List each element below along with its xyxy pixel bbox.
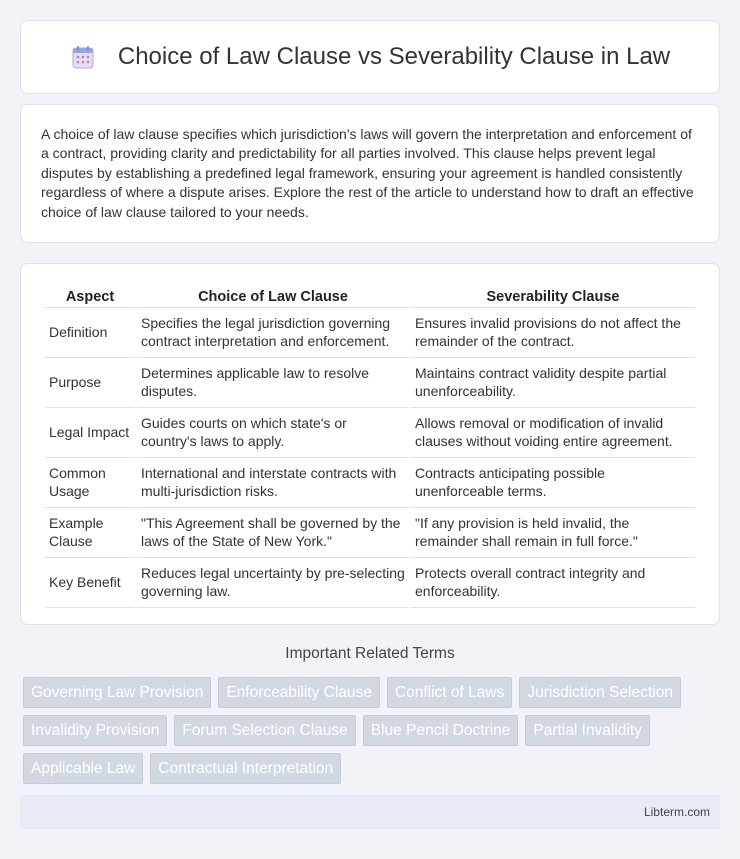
related-terms-list [23, 677, 713, 784]
related-term-tag[interactable]: Blue Pencil Doctrine [363, 715, 519, 746]
calendar-document-icon [70, 44, 96, 70]
row-aspect: Common Usage [45, 458, 135, 508]
row-choice-of-law: Reduces legal uncertainty by pre-selecting governing law. [137, 558, 409, 608]
footer [20, 795, 720, 829]
related-term-tag[interactable]: Enforceability Clause [218, 677, 380, 708]
related-term-tag[interactable]: Partial Invalidity [525, 715, 650, 746]
related-term-tag[interactable]: Jurisdiction Selection [519, 677, 681, 708]
row-aspect: Purpose [45, 358, 135, 408]
intro-paragraph: A choice of law clause specifies which jurisdiction's laws will govern the interpretation and enforcement of a contract, providing clarity and predictability for all parties involved. This clause helps prevent legal disputes by establishing a predefined legal framework, ensuring your agreement is handled consistently regardless of where a dispute arises. Explore the rest of the article to understand how to draft an effective choice of law clause tailored to your needs. [41, 126, 694, 220]
table-row [45, 308, 695, 358]
row-severability: Contracts anticipating possible unenforceable terms. [411, 458, 695, 508]
row-aspect: Definition [45, 308, 135, 358]
related-term-tag[interactable]: Invalidity Provision [23, 715, 167, 746]
row-choice-of-law: Guides courts on which state's or country's laws to apply. [137, 408, 409, 458]
table-row [45, 558, 695, 608]
row-choice-of-law: Specifies the legal jurisdiction governing contract interpretation and enforcement. [137, 308, 409, 358]
row-severability: Ensures invalid provisions do not affect the remainder of the contract. [411, 308, 695, 358]
row-aspect: Key Benefit [45, 558, 135, 608]
page-title: Choice of Law Clause vs Severability Clause in Law [117, 43, 671, 70]
related-term-tag[interactable]: Conflict of Laws [387, 677, 512, 708]
related-term-tag[interactable]: Forum Selection Clause [174, 715, 355, 746]
related-terms-title: Important Related Terms [285, 645, 455, 662]
row-aspect: Legal Impact [45, 408, 135, 458]
table-row [45, 358, 695, 408]
comparison-table-card [20, 263, 720, 625]
row-aspect: Example Clause [45, 508, 135, 558]
header-choice-of-law: Choice of Law Clause [137, 284, 409, 308]
footer-brand-link[interactable]: Libterm.com [643, 805, 710, 819]
header-aspect: Aspect [45, 284, 135, 308]
row-choice-of-law: International and interstate contracts with multi-jurisdiction risks. [137, 458, 409, 508]
table-row [45, 458, 695, 508]
related-term-tag[interactable]: Governing Law Provision [23, 677, 211, 708]
table-row [45, 508, 695, 558]
intro-card [20, 104, 720, 243]
comparison-table [43, 284, 697, 608]
row-severability: Maintains contract validity despite partial unenforceability. [411, 358, 695, 408]
row-choice-of-law: Determines applicable law to resolve disputes. [137, 358, 409, 408]
table-row [45, 408, 695, 458]
row-severability: "If any provision is held invalid, the remainder shall remain in full force." [411, 508, 695, 558]
row-severability: Allows removal or modification of invalid clauses without voiding entire agreement. [411, 408, 695, 458]
related-term-tag[interactable]: Applicable Law [23, 753, 143, 784]
related-term-tag[interactable]: Contractual Interpretation [150, 753, 341, 784]
header-card [20, 20, 720, 94]
row-severability: Protects overall contract integrity and enforceability. [411, 558, 695, 608]
row-choice-of-law: "This Agreement shall be governed by the laws of the State of New York." [137, 508, 409, 558]
header-severability: Severability Clause [411, 284, 695, 308]
table-header-row [45, 284, 695, 308]
